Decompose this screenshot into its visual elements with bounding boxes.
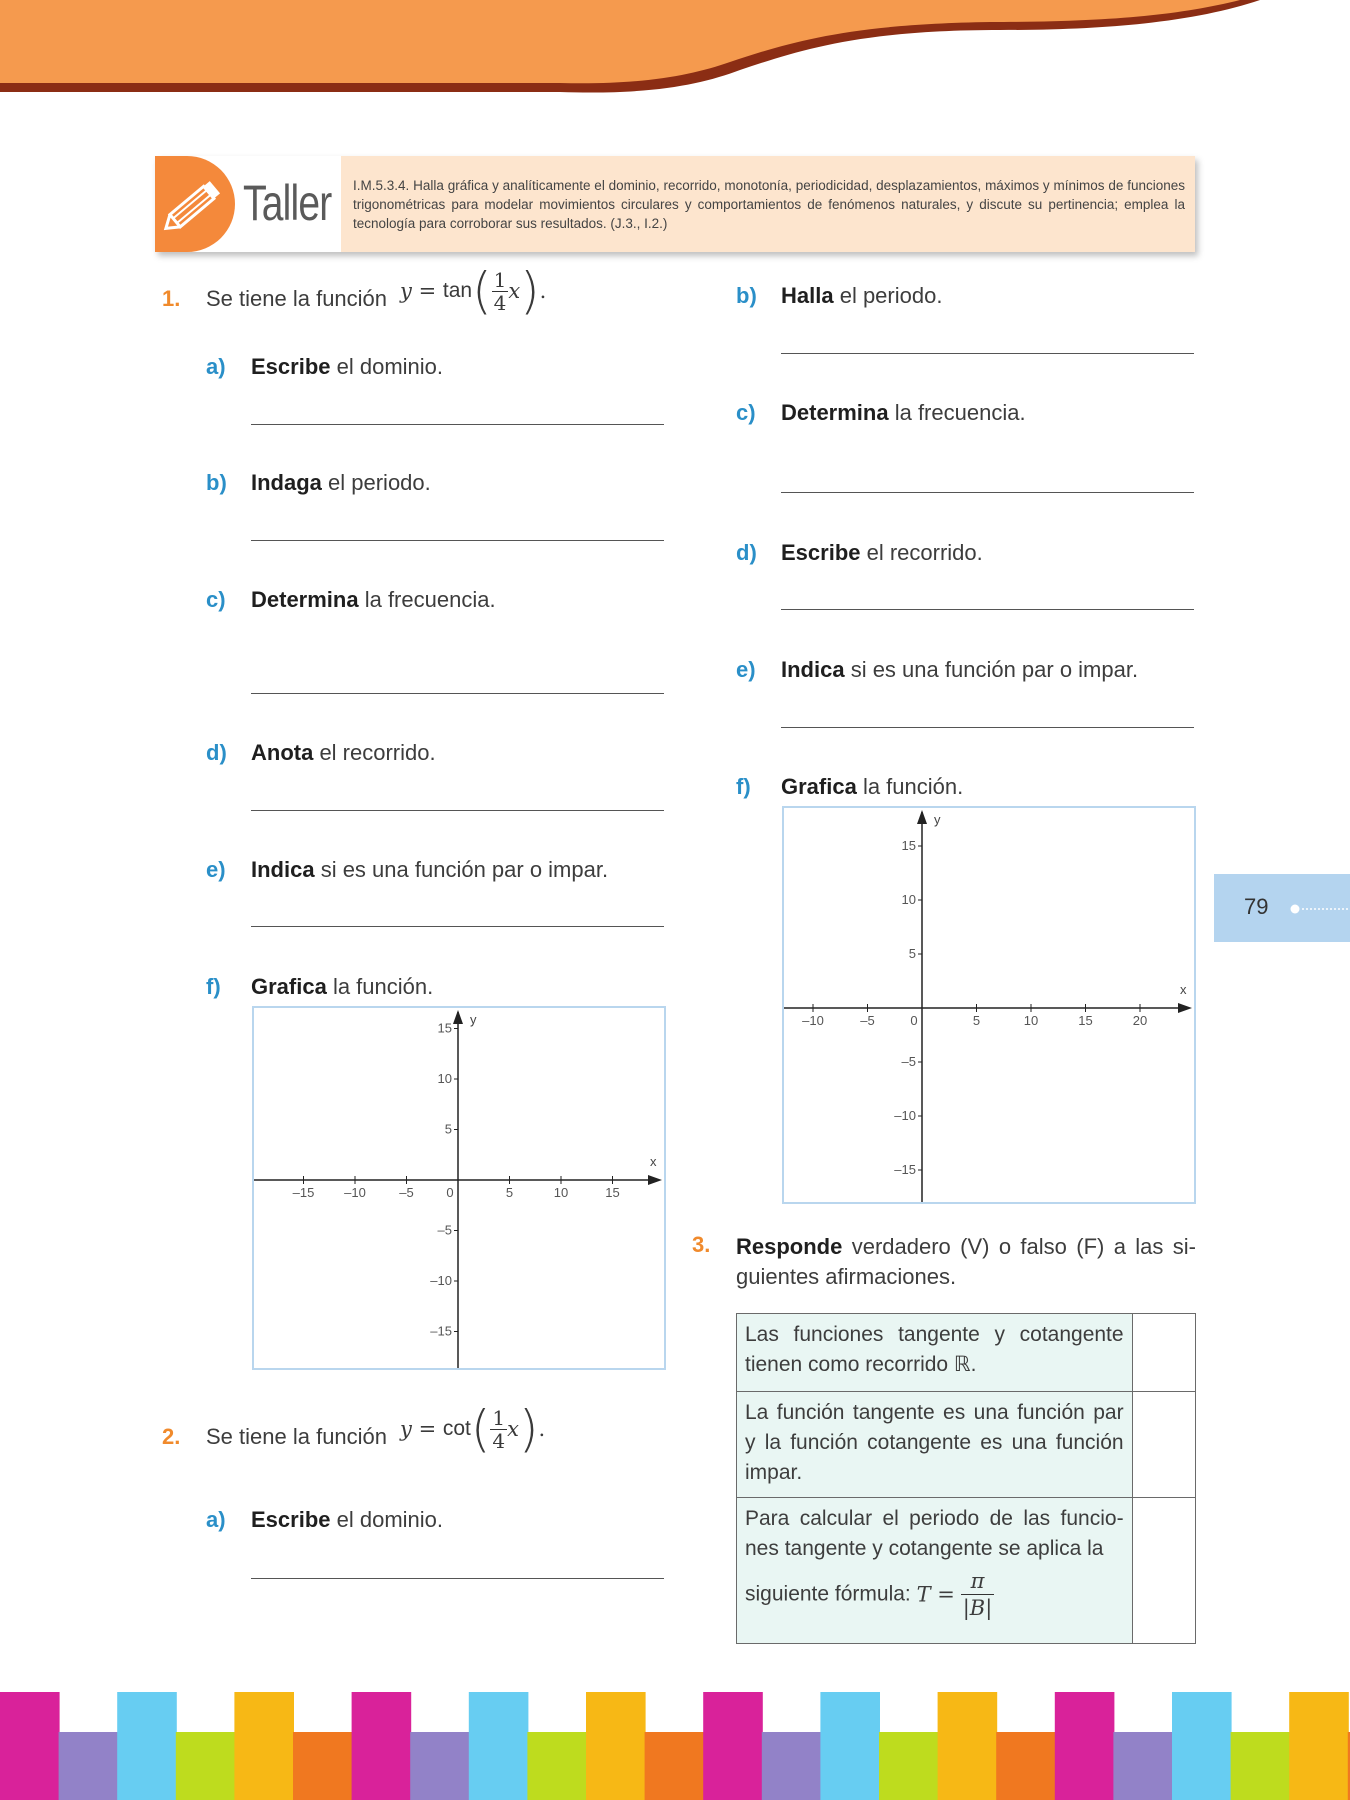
dotted-line-icon (1290, 904, 1350, 914)
taller-header (155, 156, 1195, 252)
pencil-icon (155, 156, 235, 252)
x-tick-label: 10 (553, 1185, 569, 1200)
y-axis-label: y (934, 812, 941, 827)
x-axis-arrow-icon (648, 1175, 662, 1185)
stripe-short (410, 1732, 470, 1800)
stripe-short (1113, 1732, 1173, 1800)
q1r-f-text: Grafica la función. (781, 774, 964, 799)
stripe-tall (820, 1692, 880, 1800)
y-tick-label: 5 (444, 1121, 452, 1137)
q2-a-letter: a) (206, 1507, 226, 1532)
q1-d-answer-line[interactable] (251, 810, 664, 811)
true-false-table (736, 1313, 1196, 1644)
x-tick-label: 5 (505, 1185, 514, 1200)
x-tick-label: 15 (605, 1185, 620, 1200)
q1r-b-answer-line[interactable] (781, 353, 1194, 354)
answer-cell[interactable] (1132, 1498, 1195, 1644)
stripe-tall (703, 1692, 763, 1800)
stripe-short (996, 1732, 1056, 1800)
stripe-tall (469, 1692, 529, 1800)
q1-e-letter: e) (206, 857, 226, 882)
q1-e-text: Indica si es una función par o impar. (251, 857, 609, 882)
q1r-c-letter: c) (736, 400, 756, 425)
q1-text: Se tiene la función (206, 286, 388, 311)
q2-number: 2. (162, 1424, 181, 1449)
stripe-short (879, 1732, 939, 1800)
taller-description: I.M.5.3.4. Halla gráfica y analíticamente el dominio, recorrido, monotonía, periodicidad, desplazamientos, máximos y mínimos de funciones trigonométricas para modelar movimientos circulares y comportamientos de fenómenos naturales, y discute su pertinencia; emplea la tecnología para corroborar sus resultados. (J.3., I.2.) (353, 178, 1185, 231)
y-tick-label: –10 (430, 1273, 452, 1288)
x-tick-label: –5 (860, 1013, 875, 1028)
q1-f-letter: f) (206, 974, 221, 999)
q1-b-letter: b) (206, 470, 227, 495)
y-tick-label: 15 (437, 1020, 452, 1036)
q1-b-answer-line[interactable] (251, 540, 664, 541)
stripe-tall (586, 1692, 646, 1800)
stripe-tall (1289, 1692, 1349, 1800)
x-axis-label: x (1180, 982, 1187, 997)
x-tick-label: –5 (399, 1185, 414, 1200)
q1-d-text: Anota el recorrido. (251, 740, 436, 765)
table-row (737, 1314, 1196, 1392)
q1r-e-text: Indica si es una función par o impar. (781, 657, 1139, 682)
q1-a-text: Escribe el dominio. (251, 354, 444, 379)
stripe-tall (117, 1692, 177, 1800)
bottom-color-stripes (0, 1692, 1350, 1800)
stripe-tall (938, 1692, 998, 1800)
x-tick-label: 15 (1078, 1013, 1093, 1028)
x-tick-label: 0 (910, 1013, 918, 1028)
x-tick-label: 0 (446, 1185, 454, 1200)
x-axis-label: x (650, 1154, 657, 1169)
page-number: 79 (1244, 894, 1269, 919)
y-tick-label: –5 (901, 1054, 916, 1069)
y-tick-label: –10 (894, 1108, 916, 1123)
x-axis-arrow-icon (1178, 1003, 1192, 1013)
q1r-graph-grid[interactable] (782, 806, 1196, 1204)
stripe-tall (1055, 1692, 1115, 1800)
q1-a-letter: a) (206, 354, 226, 379)
x-tick-label: –10 (344, 1185, 366, 1200)
taller-title-area (155, 156, 341, 252)
statement-cell: Para calcular el periodo de las funcio-nes tangente y cotangente se aplica la siguiente fórmula: T = $\frac{\pi}{|B|}$ (737, 1498, 1133, 1644)
y-axis-arrow-icon (453, 1010, 463, 1024)
y-tick-label: –5 (437, 1222, 452, 1238)
stripe-short (1231, 1732, 1291, 1800)
taller-title: Taller (243, 175, 332, 231)
statement-cell: La función tangente es una función par y la función cotangente es una función impar. (737, 1392, 1133, 1498)
q3-instruction: Responde verdadero (V) o falso (F) a las si- guientes afirmaciones. (736, 1234, 1196, 1289)
y-tick-label: –15 (430, 1323, 452, 1339)
q1r-e-answer-line[interactable] (781, 727, 1194, 728)
q1-formula: y = tan( $\frac{1}{4}$ x). (400, 262, 547, 320)
q1-a-answer-line[interactable] (251, 424, 664, 425)
y-axis-label: y (470, 1012, 477, 1027)
x-tick-label: 5 (972, 1013, 981, 1028)
stripe-tall (352, 1692, 412, 1800)
q1r-d-letter: d) (736, 540, 757, 565)
stripe-short (645, 1732, 705, 1800)
statement-cell: Las funciones tangente y cotangente tienen como recorrido ℝ. (737, 1314, 1133, 1392)
y-tick-label: 10 (901, 892, 916, 907)
q1r-b-letter: b) (736, 283, 757, 308)
q2-a-answer-line[interactable] (251, 1578, 664, 1579)
taller-badge (155, 156, 235, 252)
stripe-short (762, 1732, 822, 1800)
answer-cell[interactable] (1132, 1314, 1195, 1392)
q1-number: 1. (162, 286, 181, 311)
q1r-e-letter: e) (736, 657, 756, 682)
q1-c-text: Determina la frecuencia. (251, 587, 496, 612)
header-wave (0, 0, 1350, 100)
q1-b-text: Indaga el periodo. (251, 470, 431, 495)
x-tick-label: –10 (802, 1013, 824, 1028)
x-tick-label: –15 (292, 1185, 315, 1200)
stripe-short (176, 1732, 236, 1800)
stripe-short (293, 1732, 353, 1800)
q1r-d-answer-line[interactable] (781, 609, 1194, 610)
table-row (737, 1498, 1196, 1644)
stripe-tall (234, 1692, 294, 1800)
q1-f-text: Grafica la función. (251, 974, 434, 999)
y-axis-arrow-icon (917, 810, 927, 824)
answer-cell[interactable] (1132, 1392, 1195, 1498)
q1-c-letter: c) (206, 587, 226, 612)
q2-formula: y = cot( $\frac{1}{4}$ x). (400, 1400, 546, 1458)
x-tick-label: 10 (1023, 1013, 1039, 1028)
stripe-tall (1172, 1692, 1232, 1800)
q1-c-answer-line[interactable] (251, 693, 664, 694)
q1-d-letter: d) (206, 740, 227, 765)
page-number-tab (1214, 874, 1350, 942)
q2-a-text: Escribe el dominio. (251, 1507, 444, 1532)
stripe-short (527, 1732, 587, 1800)
x-tick-label: 20 (1132, 1013, 1148, 1028)
stripe-short (59, 1732, 119, 1800)
q1r-b-text: Halla el periodo. (781, 283, 943, 308)
y-tick-label: 15 (901, 838, 916, 853)
y-tick-label: 10 (437, 1071, 452, 1086)
q1r-c-text: Determina la frecuencia. (781, 400, 1026, 425)
q1r-f-letter: f) (736, 774, 751, 799)
q1-e-answer-line[interactable] (251, 926, 664, 927)
table-row (737, 1392, 1196, 1498)
q1r-d-text: Escribe el recorrido. (781, 540, 983, 565)
q3-number: 3. (692, 1232, 711, 1257)
q2-text: Se tiene la función (206, 1424, 388, 1449)
q1-graph-grid[interactable] (252, 1006, 666, 1370)
y-tick-label: 5 (908, 946, 916, 961)
q1r-c-answer-line[interactable] (781, 492, 1194, 493)
stripe-tall (0, 1692, 60, 1800)
y-tick-label: –15 (894, 1162, 916, 1177)
